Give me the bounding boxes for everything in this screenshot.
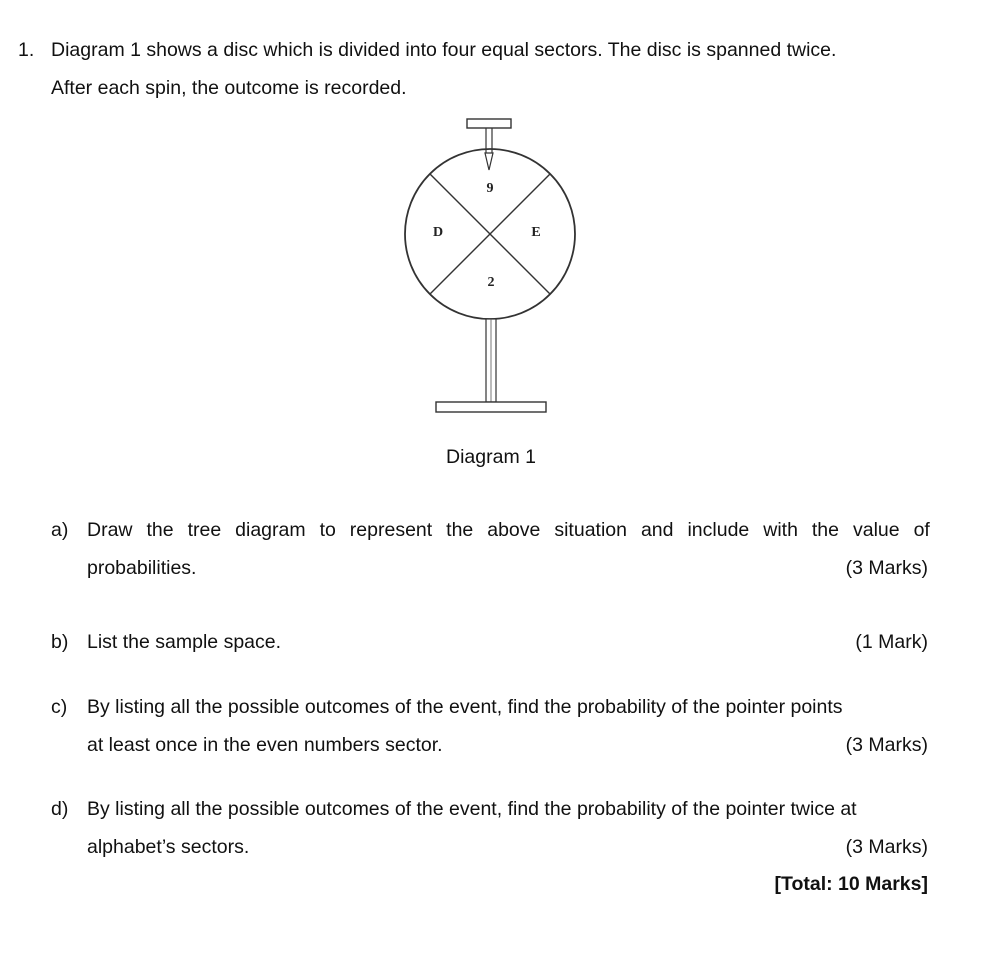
total-marks: [Total: 10 Marks]	[774, 873, 928, 895]
question-text-line-2: After each spin, the outcome is recorded.	[51, 77, 407, 99]
part-a-word: of	[913, 519, 930, 541]
part-d-label: d)	[51, 798, 69, 820]
question-text-line-1: Diagram 1 shows a disc which is divided into four equal sectors. The disc is spanned twice.	[51, 39, 837, 61]
sector-label-left: D	[432, 225, 444, 240]
part-a-word: above	[487, 519, 541, 541]
part-a-line-2: probabilities.	[87, 557, 197, 579]
part-a-word: situation	[554, 519, 627, 541]
spinner-diagram	[400, 110, 580, 420]
part-a-word: Draw	[87, 519, 133, 541]
part-a-marks: (3 Marks)	[845, 557, 928, 579]
part-a-word: the	[811, 519, 839, 541]
part-a-word: the	[146, 519, 174, 541]
part-a-word: include	[687, 519, 750, 541]
part-c-label: c)	[51, 696, 68, 718]
part-a-word: tree	[187, 519, 222, 541]
part-d-line-1: By listing all the possible outcomes of the event, find the probability of the pointer twice at	[87, 798, 857, 820]
sector-label-bottom: 2	[487, 275, 495, 290]
part-a-line-1	[87, 518, 930, 542]
part-a-word: value	[852, 519, 900, 541]
pointer-arrowhead	[485, 153, 493, 170]
part-c-marks: (3 Marks)	[845, 734, 928, 756]
stand-base	[436, 402, 546, 412]
part-a-word: to	[319, 519, 336, 541]
question-number: 1.	[18, 39, 35, 61]
part-b-line-1: List the sample space.	[87, 631, 282, 653]
part-c-line-1: By listing all the possible outcomes of the event, find the probability of the pointer points	[87, 696, 843, 718]
part-a-word: represent	[349, 519, 433, 541]
part-c-line-2: at least once in the even numbers sector.	[87, 734, 443, 756]
part-a-label: a)	[51, 519, 69, 541]
pointer-top-bar	[467, 119, 511, 128]
part-b-label: b)	[51, 631, 69, 653]
part-a-word: and	[640, 519, 674, 541]
part-a-word: the	[446, 519, 474, 541]
diagram-caption: Diagram 1	[446, 446, 536, 468]
part-a-word: with	[763, 519, 798, 541]
part-d-marks: (3 Marks)	[845, 836, 928, 858]
part-a-word: diagram	[235, 519, 306, 541]
part-d-line-2: alphabet’s sectors.	[87, 836, 250, 858]
part-b-marks: (1 Mark)	[855, 631, 928, 653]
sector-label-right: E	[531, 225, 541, 240]
sector-label-top: 9	[486, 181, 494, 196]
